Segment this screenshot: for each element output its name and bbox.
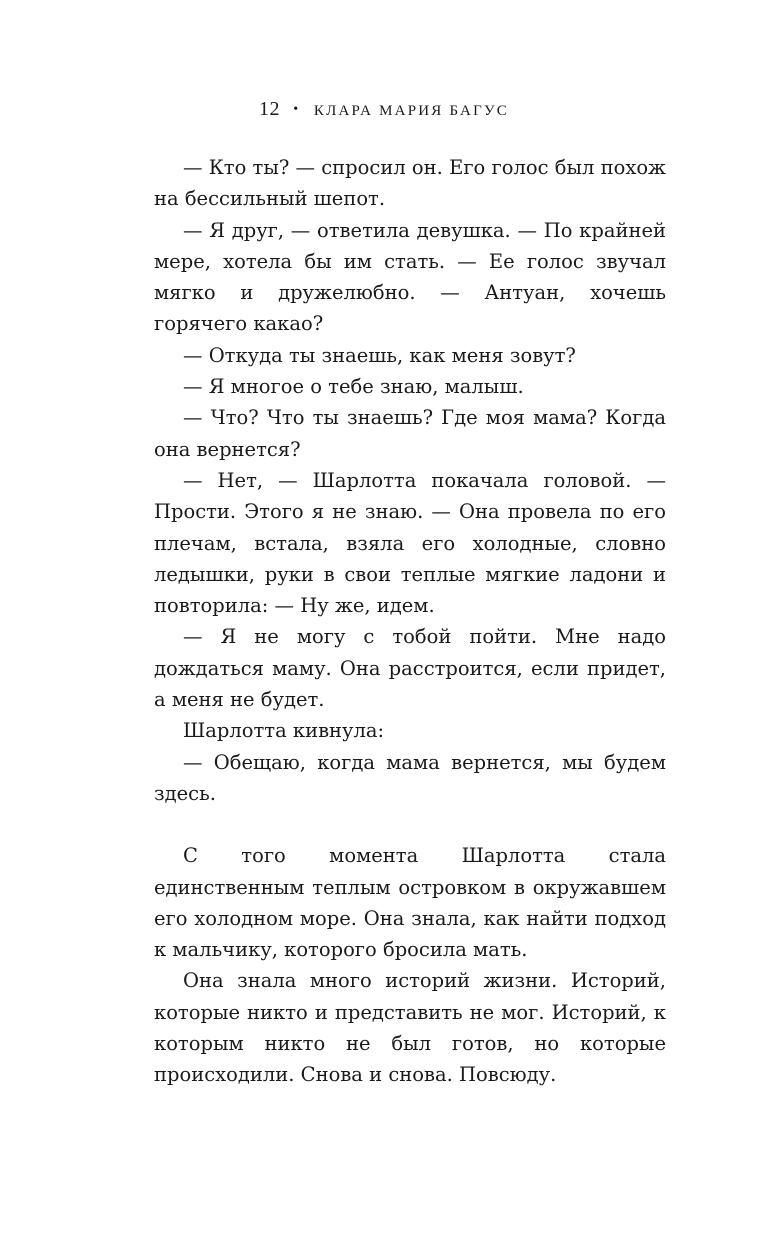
paragraph: — Откуда ты знаешь, как меня зовут? bbox=[183, 343, 576, 367]
paragraph: — Кто ты? — спросил он. Его голос был похож на бессильный шепот. bbox=[154, 156, 666, 211]
separator-bullet: • bbox=[293, 102, 299, 117]
page-number: 12 bbox=[259, 98, 281, 120]
paragraph: — Я не могу с тобой пойти. Мне надо дождаться маму. Она расстроится, если придет, а меня не будет. bbox=[154, 625, 666, 712]
paragraph: — Нет, — Шарлотта покачала головой. — Прости. Этого я не знаю. — Она провела по его плечам, встала, взяла его холодные, словно ледышки, руки в свои теплые мягкие ладони и повторила: — Ну же, идем. bbox=[154, 468, 666, 618]
author-name: КЛАРА МАРИЯ БАГУС bbox=[313, 103, 509, 119]
paragraph: — Обещаю, когда мама вернется, мы будем здесь. bbox=[154, 750, 666, 805]
paragraph: — Что? Что ты знаешь? Где моя мама? Когда она вернется? bbox=[154, 406, 666, 461]
paragraph: — Я друг, — ответила девушка. — По крайней мере, хотела бы им стать. — Ее голос звучал мягко и дружелюбно. — Антуан, хочешь горячего какао? bbox=[154, 218, 666, 336]
paragraph: Шарлотта кивнула: bbox=[183, 719, 385, 743]
section-break bbox=[154, 809, 666, 840]
paragraph: — Я многое о тебе знаю, малыш. bbox=[183, 375, 524, 399]
paragraph: С того момента Шарлотта стала единственным теплым островком в окружавшем его холодном море. Она знала, как найти подход к мальчику, которого бросила мать. bbox=[154, 844, 666, 962]
body-text bbox=[154, 152, 666, 1091]
paragraph: Она знала много историй жизни. Историй, которые никто и представить не мог. Историй, к которым никто не был готов, но которые происходили. Снова и снова. Повсюду. bbox=[154, 969, 666, 1087]
running-head bbox=[0, 98, 768, 121]
